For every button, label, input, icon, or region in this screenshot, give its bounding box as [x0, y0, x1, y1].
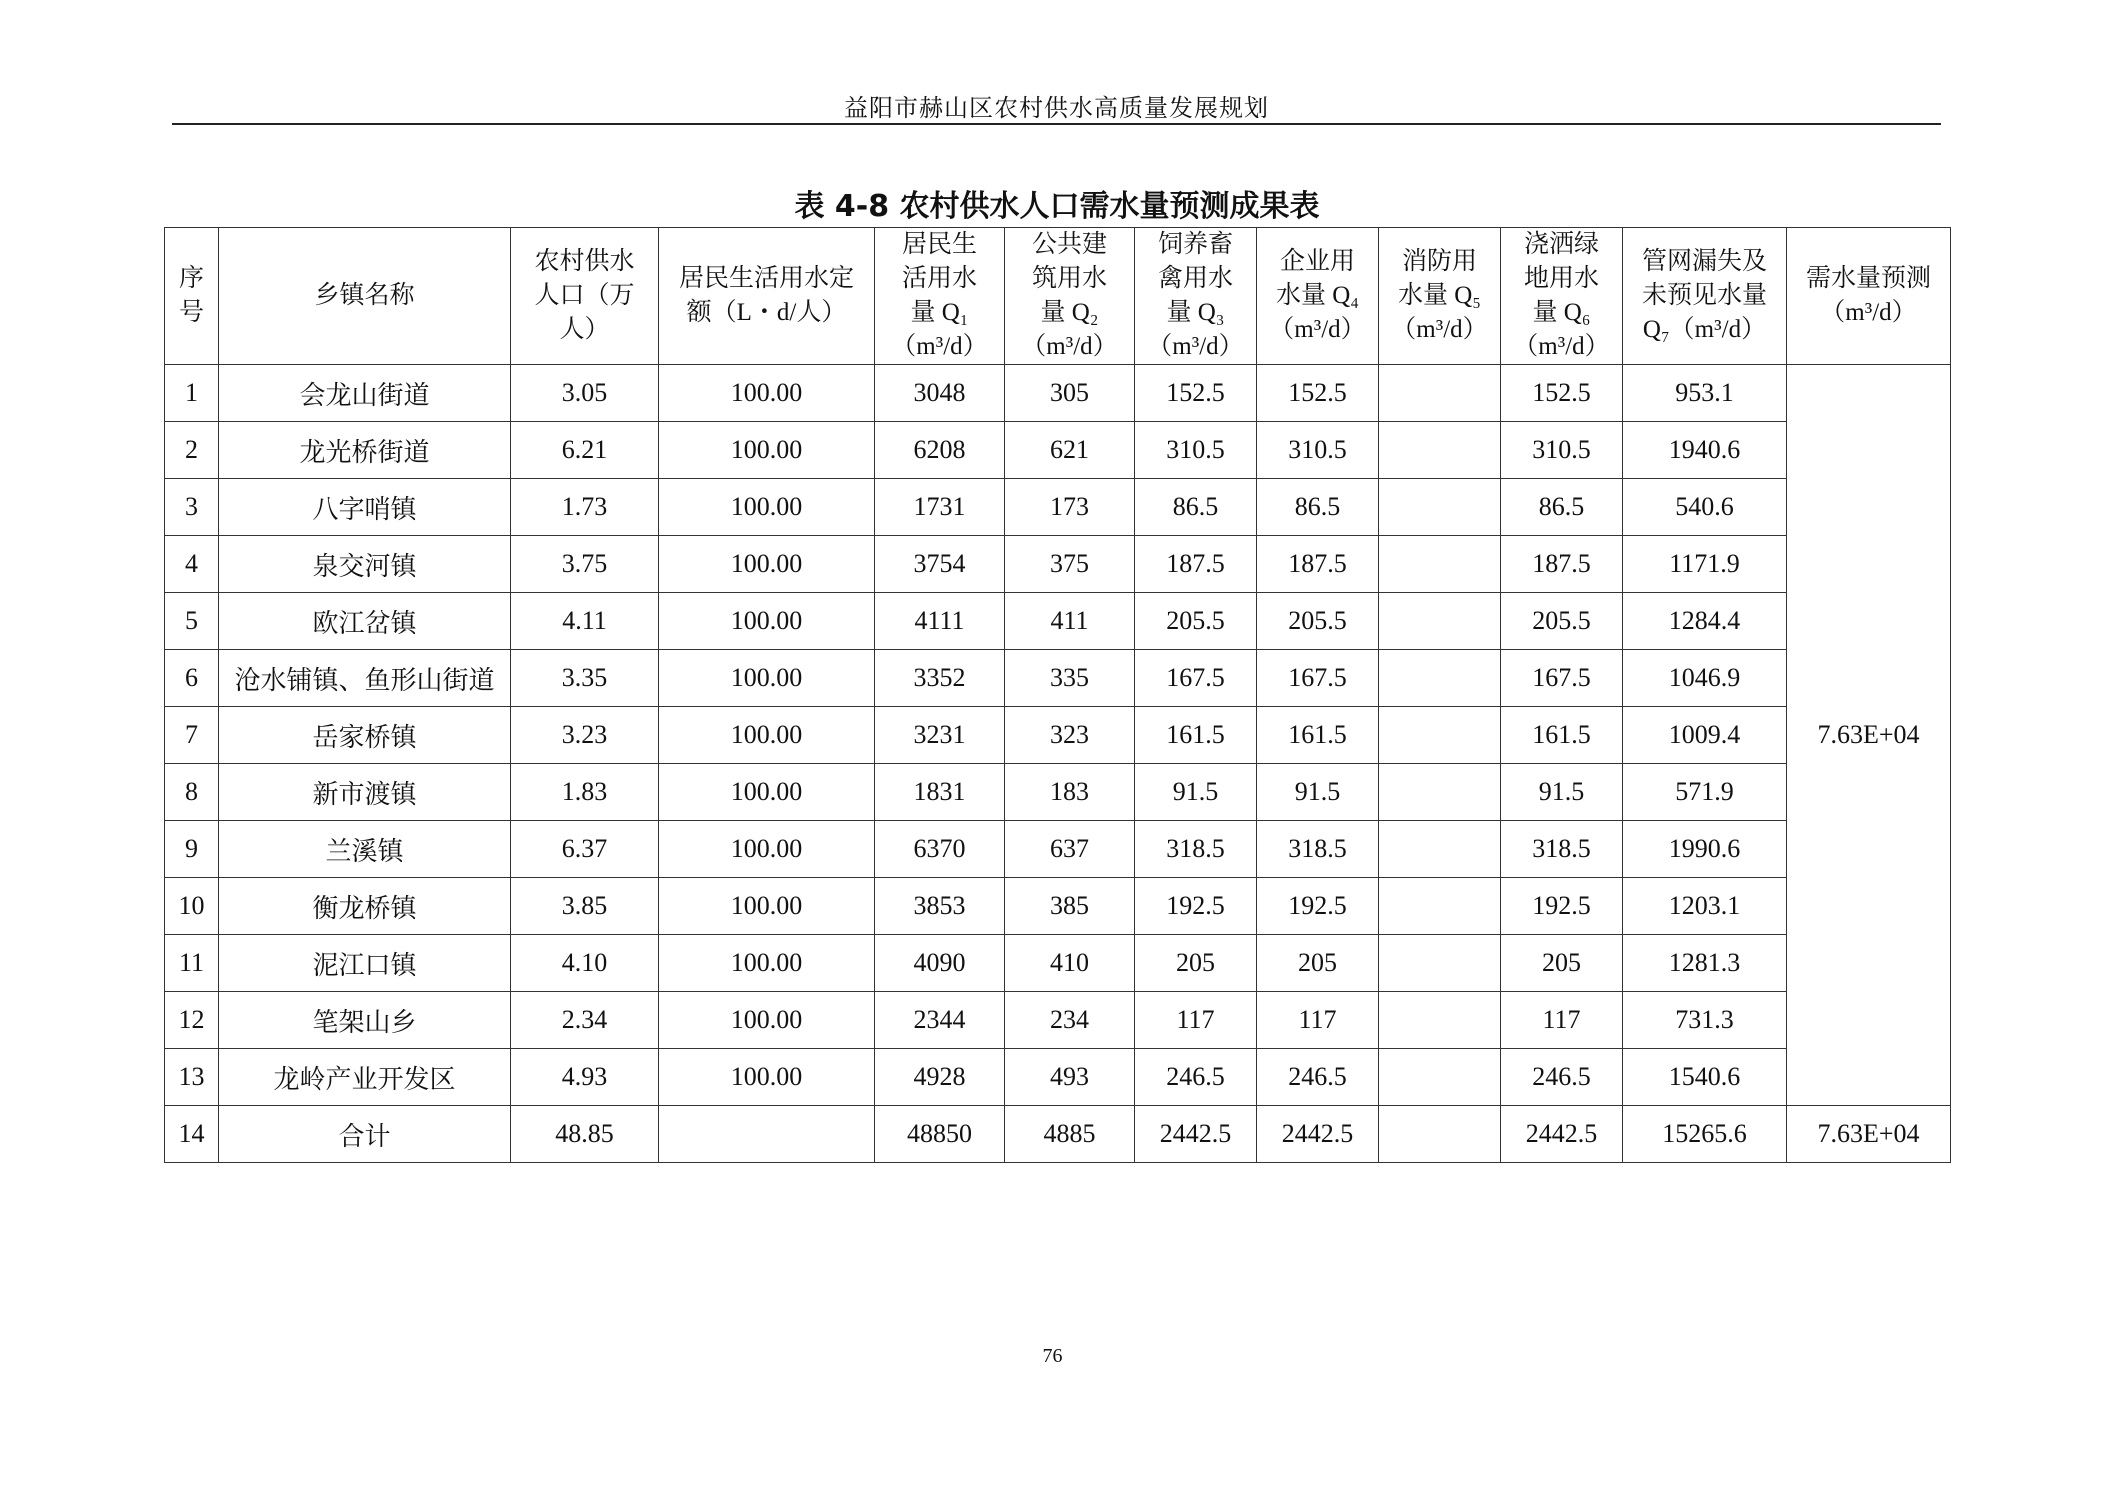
table-row [165, 593, 1951, 650]
page-number: 76 [1042, 1345, 1063, 1367]
cell-q4: 167.5 [1257, 650, 1379, 707]
cell-q1: 1831 [875, 764, 1005, 821]
cell-quota: 100.00 [659, 479, 875, 536]
cell-population: 3.35 [511, 650, 659, 707]
cell-q7: 1203.1 [1623, 878, 1787, 935]
cell-q4: 246.5 [1257, 1049, 1379, 1106]
cell-q2: 323 [1005, 707, 1135, 764]
cell-town: 龙岭产业开发区 [219, 1049, 511, 1106]
cell-quota: 100.00 [659, 1049, 875, 1106]
column-header-q6: 浇洒绿 地用水 量 Q₆ （m³/d） [1501, 228, 1623, 365]
cell-q4: 117 [1257, 992, 1379, 1049]
cell-q7: 731.3 [1623, 992, 1787, 1049]
cell-town: 衡龙桥镇 [219, 878, 511, 935]
cell-quota [659, 1106, 875, 1163]
cell-q2: 183 [1005, 764, 1135, 821]
cell-town: 泥江口镇 [219, 935, 511, 992]
cell-q7: 1046.9 [1623, 650, 1787, 707]
cell-q6: 192.5 [1501, 878, 1623, 935]
cell-q1: 3231 [875, 707, 1005, 764]
cell-q2: 410 [1005, 935, 1135, 992]
cell-no: 7 [165, 707, 219, 764]
cell-q5 [1379, 593, 1501, 650]
cell-population: 3.85 [511, 878, 659, 935]
cell-q6: 152.5 [1501, 365, 1623, 422]
cell-no: 8 [165, 764, 219, 821]
cell-q3: 161.5 [1135, 707, 1257, 764]
cell-no: 4 [165, 536, 219, 593]
column-header-town: 乡镇名称 [219, 228, 511, 365]
cell-q5 [1379, 821, 1501, 878]
cell-q1: 48850 [875, 1106, 1005, 1163]
cell-q3: 192.5 [1135, 878, 1257, 935]
cell-town: 八字哨镇 [219, 479, 511, 536]
cell-quota: 100.00 [659, 821, 875, 878]
page-header: 益阳市赫山区农村供水高质量发展规划 [844, 96, 1269, 122]
cell-no: 12 [165, 992, 219, 1049]
cell-q6: 117 [1501, 992, 1623, 1049]
cell-no: 13 [165, 1049, 219, 1106]
cell-q7: 15265.6 [1623, 1106, 1787, 1163]
cell-q3: 310.5 [1135, 422, 1257, 479]
column-header-q2: 公共建 筑用水 量 Q₂ （m³/d） [1005, 228, 1135, 365]
cell-no: 11 [165, 935, 219, 992]
cell-q5 [1379, 707, 1501, 764]
column-header-q5: 消防用 水量 Q₅ （m³/d） [1379, 228, 1501, 365]
cell-q7: 1281.3 [1623, 935, 1787, 992]
cell-q4: 187.5 [1257, 536, 1379, 593]
cell-population: 3.23 [511, 707, 659, 764]
cell-q1: 6370 [875, 821, 1005, 878]
cell-q1: 4111 [875, 593, 1005, 650]
table-body [165, 365, 1951, 1163]
cell-q2: 385 [1005, 878, 1135, 935]
cell-demand: 7.63E+04 [1787, 1106, 1951, 1163]
cell-population: 4.11 [511, 593, 659, 650]
table-row [165, 365, 1951, 422]
table-row [165, 878, 1951, 935]
cell-q6: 205 [1501, 935, 1623, 992]
table-row [165, 1049, 1951, 1106]
cell-q1: 4090 [875, 935, 1005, 992]
cell-q1: 3754 [875, 536, 1005, 593]
cell-q7: 540.6 [1623, 479, 1787, 536]
cell-q3: 117 [1135, 992, 1257, 1049]
cell-no: 1 [165, 365, 219, 422]
column-header-q4: 企业用 水量 Q₄ （m³/d） [1257, 228, 1379, 365]
cell-quota: 100.00 [659, 365, 875, 422]
cell-q1: 6208 [875, 422, 1005, 479]
cell-population: 3.75 [511, 536, 659, 593]
cell-q4: 318.5 [1257, 821, 1379, 878]
column-header-q7: 管网漏失及 未预见水量 Q₇（m³/d） [1623, 228, 1787, 365]
cell-town: 岳家桥镇 [219, 707, 511, 764]
cell-population: 1.83 [511, 764, 659, 821]
cell-q2: 493 [1005, 1049, 1135, 1106]
cell-q2: 335 [1005, 650, 1135, 707]
cell-q4: 86.5 [1257, 479, 1379, 536]
cell-q2: 637 [1005, 821, 1135, 878]
cell-quota: 100.00 [659, 935, 875, 992]
header-rule [172, 123, 1941, 125]
cell-q4: 91.5 [1257, 764, 1379, 821]
cell-quota: 100.00 [659, 992, 875, 1049]
cell-q7: 1540.6 [1623, 1049, 1787, 1106]
cell-q1: 3853 [875, 878, 1005, 935]
cell-no: 3 [165, 479, 219, 536]
cell-quota: 100.00 [659, 422, 875, 479]
cell-population: 48.85 [511, 1106, 659, 1163]
cell-town: 会龙山街道 [219, 365, 511, 422]
cell-q6: 161.5 [1501, 707, 1623, 764]
cell-q4: 192.5 [1257, 878, 1379, 935]
cell-population: 4.10 [511, 935, 659, 992]
cell-q2: 234 [1005, 992, 1135, 1049]
cell-quota: 100.00 [659, 536, 875, 593]
cell-q5 [1379, 878, 1501, 935]
table-row [165, 707, 1951, 764]
cell-q3: 86.5 [1135, 479, 1257, 536]
cell-population: 1.73 [511, 479, 659, 536]
cell-quota: 100.00 [659, 650, 875, 707]
column-header-population: 农村供水 人口（万 人） [511, 228, 659, 365]
cell-q5 [1379, 992, 1501, 1049]
cell-q2: 173 [1005, 479, 1135, 536]
cell-q7: 953.1 [1623, 365, 1787, 422]
cell-quota: 100.00 [659, 878, 875, 935]
cell-town: 新市渡镇 [219, 764, 511, 821]
cell-q1: 4928 [875, 1049, 1005, 1106]
table-row [165, 935, 1951, 992]
cell-population: 4.93 [511, 1049, 659, 1106]
cell-town: 泉交河镇 [219, 536, 511, 593]
cell-q4: 205.5 [1257, 593, 1379, 650]
cell-town: 沧水铺镇、鱼形山街道 [219, 650, 511, 707]
cell-q3: 205 [1135, 935, 1257, 992]
cell-q5 [1379, 365, 1501, 422]
cell-q4: 152.5 [1257, 365, 1379, 422]
column-header-q3: 饲养畜 禽用水 量 Q₃ （m³/d） [1135, 228, 1257, 365]
cell-q5 [1379, 536, 1501, 593]
cell-population: 2.34 [511, 992, 659, 1049]
cell-q5 [1379, 1049, 1501, 1106]
cell-q3: 246.5 [1135, 1049, 1257, 1106]
cell-quota: 100.00 [659, 707, 875, 764]
cell-quota: 100.00 [659, 764, 875, 821]
cell-q5 [1379, 1106, 1501, 1163]
cell-q6: 205.5 [1501, 593, 1623, 650]
water-demand-table [164, 227, 1951, 1163]
cell-town: 兰溪镇 [219, 821, 511, 878]
table-row [165, 650, 1951, 707]
table-row-total [165, 1106, 1951, 1163]
cell-q6: 91.5 [1501, 764, 1623, 821]
cell-q3: 318.5 [1135, 821, 1257, 878]
table-header-row [165, 228, 1951, 365]
cell-q6: 318.5 [1501, 821, 1623, 878]
cell-q3: 187.5 [1135, 536, 1257, 593]
cell-q5 [1379, 764, 1501, 821]
cell-population: 6.37 [511, 821, 659, 878]
cell-no: 9 [165, 821, 219, 878]
cell-q6: 86.5 [1501, 479, 1623, 536]
cell-q4: 2442.5 [1257, 1106, 1379, 1163]
cell-town: 合计 [219, 1106, 511, 1163]
cell-demand-merged: 7.63E+04 [1787, 365, 1951, 1106]
cell-q7: 571.9 [1623, 764, 1787, 821]
cell-q1: 3352 [875, 650, 1005, 707]
table-row [165, 992, 1951, 1049]
cell-q7: 1284.4 [1623, 593, 1787, 650]
cell-q3: 205.5 [1135, 593, 1257, 650]
cell-no: 5 [165, 593, 219, 650]
table-row [165, 764, 1951, 821]
cell-town: 笔架山乡 [219, 992, 511, 1049]
cell-population: 6.21 [511, 422, 659, 479]
table-row [165, 422, 1951, 479]
cell-q1: 1731 [875, 479, 1005, 536]
cell-q6: 167.5 [1501, 650, 1623, 707]
cell-no: 10 [165, 878, 219, 935]
cell-q3: 2442.5 [1135, 1106, 1257, 1163]
cell-q2: 4885 [1005, 1106, 1135, 1163]
cell-q4: 310.5 [1257, 422, 1379, 479]
cell-q6: 2442.5 [1501, 1106, 1623, 1163]
cell-q6: 310.5 [1501, 422, 1623, 479]
cell-q4: 205 [1257, 935, 1379, 992]
column-header-q1: 居民生 活用水 量 Q₁ （m³/d） [875, 228, 1005, 365]
cell-q2: 411 [1005, 593, 1135, 650]
table-title: 表 4-8 农村供水人口需水量预测成果表 [794, 189, 1320, 224]
table-row [165, 821, 1951, 878]
cell-q7: 1171.9 [1623, 536, 1787, 593]
cell-q5 [1379, 935, 1501, 992]
table-row [165, 536, 1951, 593]
cell-q6: 187.5 [1501, 536, 1623, 593]
cell-q2: 375 [1005, 536, 1135, 593]
cell-q3: 167.5 [1135, 650, 1257, 707]
cell-q7: 1009.4 [1623, 707, 1787, 764]
cell-town: 欧江岔镇 [219, 593, 511, 650]
cell-q5 [1379, 422, 1501, 479]
cell-q4: 161.5 [1257, 707, 1379, 764]
column-header-no: 序 号 [165, 228, 219, 365]
cell-q2: 621 [1005, 422, 1135, 479]
table-row [165, 479, 1951, 536]
column-header-demand: 需水量预测 （m³/d） [1787, 228, 1951, 365]
cell-q3: 91.5 [1135, 764, 1257, 821]
cell-no: 2 [165, 422, 219, 479]
cell-no: 6 [165, 650, 219, 707]
cell-q7: 1940.6 [1623, 422, 1787, 479]
cell-q2: 305 [1005, 365, 1135, 422]
cell-q7: 1990.6 [1623, 821, 1787, 878]
cell-quota: 100.00 [659, 593, 875, 650]
cell-q5 [1379, 650, 1501, 707]
cell-q5 [1379, 479, 1501, 536]
cell-population: 3.05 [511, 365, 659, 422]
cell-q3: 152.5 [1135, 365, 1257, 422]
cell-town: 龙光桥街道 [219, 422, 511, 479]
column-header-quota: 居民生活用水定 额（L・d/人） [659, 228, 875, 365]
cell-q1: 2344 [875, 992, 1005, 1049]
cell-no: 14 [165, 1106, 219, 1163]
cell-q1: 3048 [875, 365, 1005, 422]
cell-q6: 246.5 [1501, 1049, 1623, 1106]
